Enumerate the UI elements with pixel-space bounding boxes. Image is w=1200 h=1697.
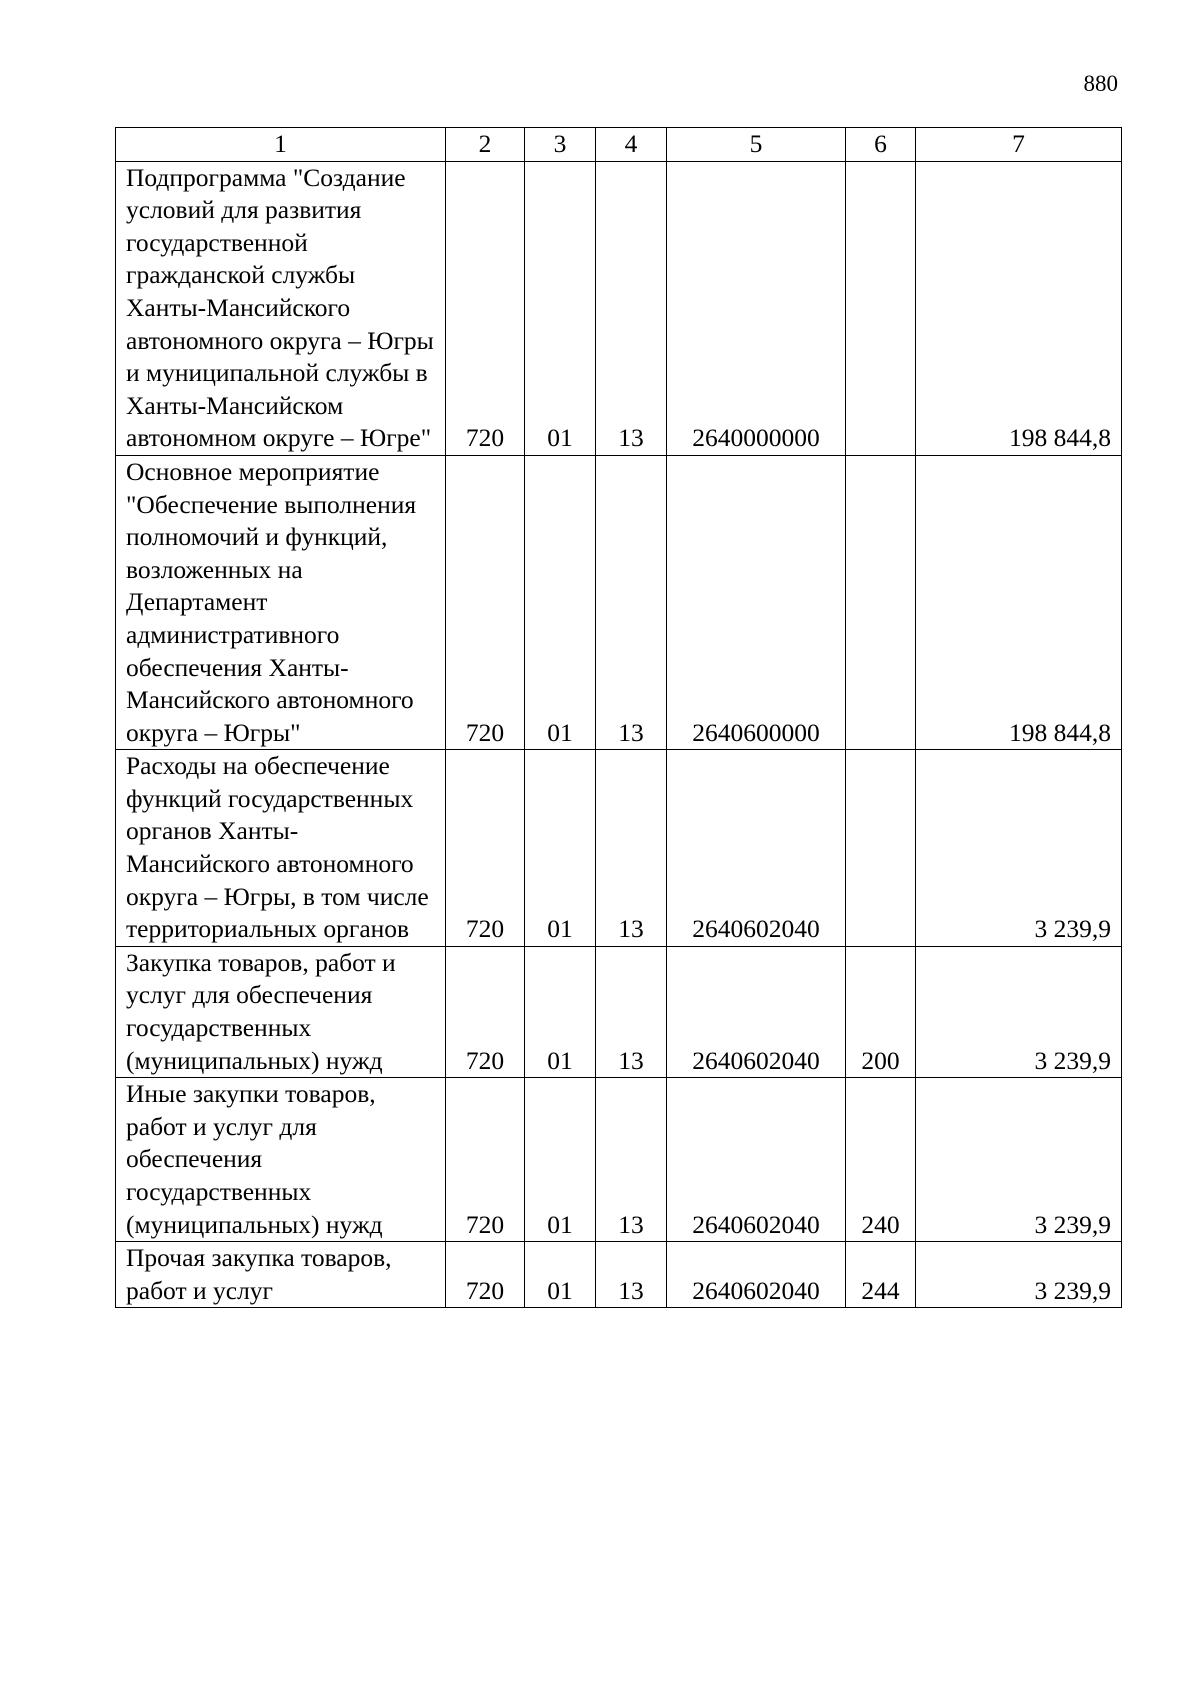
table-row bbox=[116, 1078, 1122, 1242]
page-number: 880 bbox=[1083, 71, 1118, 96]
column-header: 5 bbox=[667, 128, 846, 162]
row-name: Подпрограмма "Создание условий для развития государственной гражданской службы Ханты-Мансийского автономного округа – Югры и муниципальной службы в Ханты-Мансийском автономном округе – Югре" bbox=[116, 161, 446, 455]
row-name: Иные закупки товаров, работ и услуг для обеспечения государственных (муниципальных) нужд bbox=[116, 1078, 446, 1242]
section-code: 01 bbox=[525, 946, 596, 1077]
subsection-code: 13 bbox=[596, 161, 667, 455]
table-body bbox=[116, 161, 1122, 1308]
subsection-code: 13 bbox=[596, 946, 667, 1077]
table-row bbox=[116, 946, 1122, 1077]
admin-code: 720 bbox=[446, 455, 525, 749]
amount: 198 844,8 bbox=[916, 455, 1122, 749]
target-article-code: 2640602040 bbox=[667, 1078, 846, 1242]
amount: 3 239,9 bbox=[916, 1242, 1122, 1308]
table-row bbox=[116, 455, 1122, 749]
column-header: 6 bbox=[846, 128, 916, 162]
table-row bbox=[116, 161, 1122, 455]
target-article-code: 2640600000 bbox=[667, 455, 846, 749]
budget-table bbox=[115, 127, 1122, 1308]
amount: 3 239,9 bbox=[916, 946, 1122, 1077]
row-name: Закупка товаров, работ и услуг для обеспечения государственных (муниципальных) нужд bbox=[116, 946, 446, 1077]
target-article-code: 2640602040 bbox=[667, 1242, 846, 1308]
admin-code: 720 bbox=[446, 161, 525, 455]
table-row bbox=[116, 1242, 1122, 1308]
section-code: 01 bbox=[525, 1078, 596, 1242]
column-header: 4 bbox=[596, 128, 667, 162]
column-header: 1 bbox=[116, 128, 446, 162]
target-article-code: 2640000000 bbox=[667, 161, 846, 455]
section-code: 01 bbox=[525, 455, 596, 749]
header-row bbox=[116, 128, 1122, 162]
admin-code: 720 bbox=[446, 1242, 525, 1308]
target-article-code: 2640602040 bbox=[667, 946, 846, 1077]
amount: 3 239,9 bbox=[916, 1078, 1122, 1242]
admin-code: 720 bbox=[446, 1078, 525, 1242]
row-name: Расходы на обеспечение функций государственных органов Ханты-Мансийского автономного округа – Югры, в том числе территориальных органов bbox=[116, 750, 446, 947]
column-header: 2 bbox=[446, 128, 525, 162]
expense-type-code: 200 bbox=[846, 946, 916, 1077]
row-name: Прочая закупка товаров, работ и услуг bbox=[116, 1242, 446, 1308]
expense-type-code bbox=[846, 161, 916, 455]
table-row bbox=[116, 750, 1122, 947]
section-code: 01 bbox=[525, 161, 596, 455]
admin-code: 720 bbox=[446, 946, 525, 1077]
expense-type-code bbox=[846, 750, 916, 947]
table-header bbox=[116, 128, 1122, 162]
subsection-code: 13 bbox=[596, 455, 667, 749]
expense-type-code: 244 bbox=[846, 1242, 916, 1308]
section-code: 01 bbox=[525, 750, 596, 947]
expense-type-code: 240 bbox=[846, 1078, 916, 1242]
section-code: 01 bbox=[525, 1242, 596, 1308]
column-header: 3 bbox=[525, 128, 596, 162]
subsection-code: 13 bbox=[596, 1242, 667, 1308]
subsection-code: 13 bbox=[596, 750, 667, 947]
amount: 3 239,9 bbox=[916, 750, 1122, 947]
column-header: 7 bbox=[916, 128, 1122, 162]
amount: 198 844,8 bbox=[916, 161, 1122, 455]
row-name: Основное мероприятие "Обеспечение выполнения полномочий и функций, возложенных на Департамент административного обеспечения Ханты-Мансийского автономного округа – Югры" bbox=[116, 455, 446, 749]
subsection-code: 13 bbox=[596, 1078, 667, 1242]
admin-code: 720 bbox=[446, 750, 525, 947]
expense-type-code bbox=[846, 455, 916, 749]
target-article-code: 2640602040 bbox=[667, 750, 846, 947]
